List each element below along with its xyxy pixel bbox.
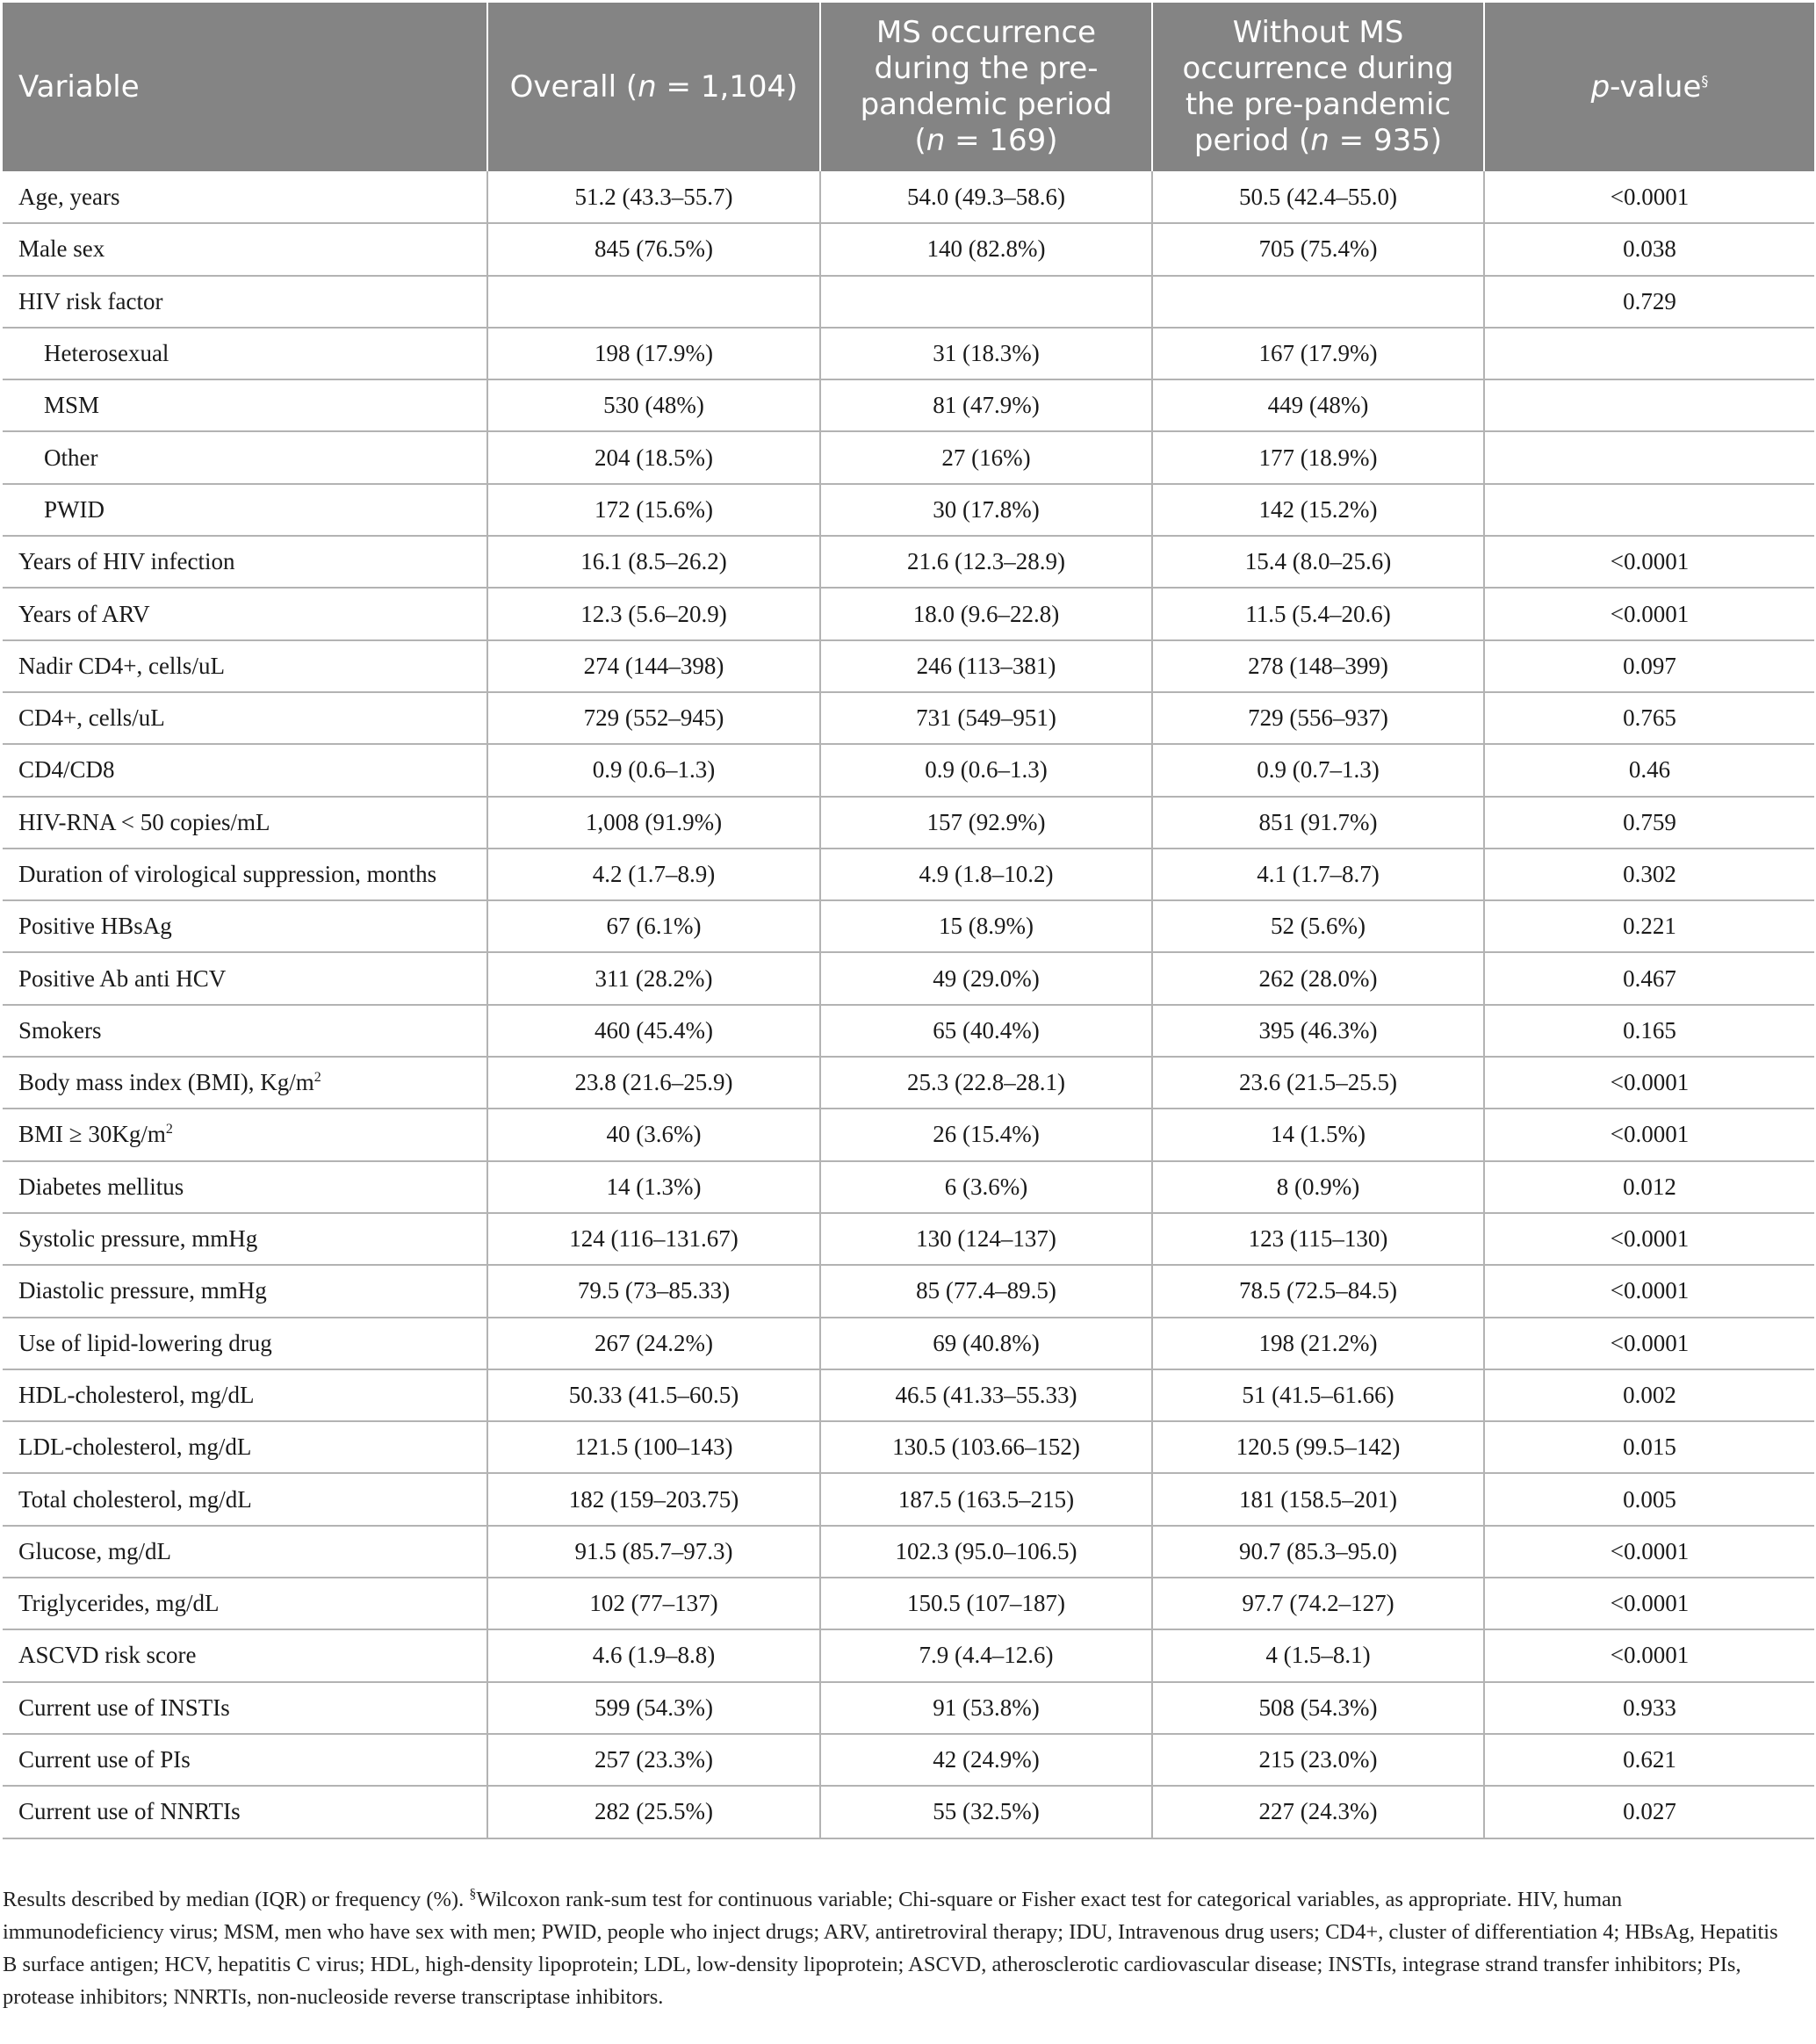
table-row — [3, 1369, 1814, 1421]
cell-overall: 282 (25.5%) — [487, 1786, 820, 1838]
cell-p-value: 0.165 — [1484, 1005, 1814, 1057]
cell-variable: Glucose, mg/dL — [3, 1526, 487, 1578]
cell-variable: Total cholesterol, mg/dL — [3, 1473, 487, 1525]
cell-ms-occurrence: 15 (8.9%) — [820, 900, 1152, 952]
table-row — [3, 276, 1814, 328]
cell-overall: 40 (3.6%) — [487, 1109, 820, 1160]
cell-variable: Other — [3, 431, 487, 483]
cell-variable: CD4+, cells/uL — [3, 692, 487, 744]
cell-variable: HIV-RNA < 50 copies/mL — [3, 797, 487, 849]
table-row — [3, 640, 1814, 692]
cell-p-value: <0.0001 — [1484, 1578, 1814, 1629]
cell-ms-occurrence: 69 (40.8%) — [820, 1318, 1152, 1369]
cell-p-value: 0.015 — [1484, 1421, 1814, 1473]
cell-p-value: <0.0001 — [1484, 171, 1814, 223]
cell-without-ms: 0.9 (0.7–1.3) — [1152, 744, 1484, 796]
cell-overall: 460 (45.4%) — [487, 1005, 820, 1057]
cell-p-value: 0.221 — [1484, 900, 1814, 952]
cell-p-value: 0.012 — [1484, 1161, 1814, 1213]
cell-variable: Years of ARV — [3, 588, 487, 639]
cell-without-ms: 177 (18.9%) — [1152, 431, 1484, 483]
cell-variable: Heterosexual — [3, 328, 487, 379]
cell-without-ms: 167 (17.9%) — [1152, 328, 1484, 379]
table-row — [3, 1473, 1814, 1525]
cell-overall: 530 (48%) — [487, 379, 820, 431]
cell-p-value: 0.933 — [1484, 1682, 1814, 1734]
cell-ms-occurrence: 246 (113–381) — [820, 640, 1152, 692]
cell-p-value: 0.027 — [1484, 1786, 1814, 1838]
cell-without-ms: 142 (15.2%) — [1152, 484, 1484, 536]
cell-overall: 599 (54.3%) — [487, 1682, 820, 1734]
cell-without-ms: 215 (23.0%) — [1152, 1734, 1484, 1786]
cell-overall: 267 (24.2%) — [487, 1318, 820, 1369]
cell-p-value: 0.46 — [1484, 744, 1814, 796]
table-row — [3, 692, 1814, 744]
cell-variable: Current use of PIs — [3, 1734, 487, 1786]
cell-variable: Positive Ab anti HCV — [3, 952, 487, 1004]
cell-p-value: 0.729 — [1484, 276, 1814, 328]
cell-variable: ASCVD risk score — [3, 1629, 487, 1681]
table-footnote: Results described by median (IQR) or frequency (%). §Wilcoxon rank-sum test for continuous variable; Chi-square or Fisher exact test for categorical variables, as appropriate. HIV, human immunodeficiency virus; MSM, men who have sex with men; PWID, people who inject drugs; ARV, antiretroviral therapy; IDU, Intravenous drug users; CD4+, cluster of differentiation 4; HBsAg, Hepatitis B surface antigen; HCV, hepatitis C virus; HDL, high-density lipoprotein; LDL, low-density lipoprotein; ASCVD, atherosclerotic cardiovascular disease; INSTIs, integrase strand transfer inhibitors; PIs, protease inhibitors; NNRTIs, non-nucleoside reverse transcriptase inhibitors. — [3, 1886, 1778, 2009]
cell-ms-occurrence: 130.5 (103.66–152) — [820, 1421, 1152, 1473]
cell-ms-occurrence: 55 (32.5%) — [820, 1786, 1152, 1838]
table-header — [3, 3, 1814, 171]
header-variable: Variable — [3, 3, 487, 171]
cell-overall — [487, 276, 820, 328]
cell-overall: 124 (116–131.67) — [487, 1213, 820, 1265]
cell-without-ms: 14 (1.5%) — [1152, 1109, 1484, 1160]
cell-variable: Diabetes mellitus — [3, 1161, 487, 1213]
table-row — [3, 484, 1814, 536]
table-row — [3, 1786, 1814, 1838]
cell-p-value: 0.765 — [1484, 692, 1814, 744]
cell-p-value: <0.0001 — [1484, 1057, 1814, 1109]
cell-ms-occurrence: 140 (82.8%) — [820, 223, 1152, 275]
table-row — [3, 1734, 1814, 1786]
table-row — [3, 744, 1814, 796]
cell-without-ms: 227 (24.3%) — [1152, 1786, 1484, 1838]
cell-p-value — [1484, 484, 1814, 536]
cell-overall: 91.5 (85.7–97.3) — [487, 1526, 820, 1578]
header-ms-occurrence: MS occurrence during the pre- pandemic period (n = 169) — [820, 3, 1152, 171]
cell-ms-occurrence: 150.5 (107–187) — [820, 1578, 1152, 1629]
cell-ms-occurrence: 46.5 (41.33–55.33) — [820, 1369, 1152, 1421]
cell-without-ms: 23.6 (21.5–25.5) — [1152, 1057, 1484, 1109]
cell-ms-occurrence: 731 (549–951) — [820, 692, 1152, 744]
table-row — [3, 952, 1814, 1004]
cell-p-value: <0.0001 — [1484, 536, 1814, 588]
cell-variable: BMI ≥ $30Kg/m^2$ — [3, 1109, 487, 1160]
cell-without-ms — [1152, 276, 1484, 328]
table-row — [3, 1421, 1814, 1473]
cell-overall: 4.2 (1.7–8.9) — [487, 849, 820, 900]
cell-overall: 257 (23.3%) — [487, 1734, 820, 1786]
cell-without-ms: 123 (115–130) — [1152, 1213, 1484, 1265]
cell-ms-occurrence: 30 (17.8%) — [820, 484, 1152, 536]
table-row — [3, 849, 1814, 900]
cell-ms-occurrence: 102.3 (95.0–106.5) — [820, 1526, 1152, 1578]
cell-overall: 12.3 (5.6–20.9) — [487, 588, 820, 639]
table-row — [3, 431, 1814, 483]
table-row — [3, 588, 1814, 639]
table-row — [3, 171, 1814, 223]
cell-overall: 0.9 (0.6–1.3) — [487, 744, 820, 796]
cell-ms-occurrence: 157 (92.9%) — [820, 797, 1152, 849]
cell-variable: PWID — [3, 484, 487, 536]
cell-p-value — [1484, 431, 1814, 483]
cell-variable: CD4/CD8 — [3, 744, 487, 796]
table-row — [3, 900, 1814, 952]
cell-without-ms: 15.4 (8.0–25.6) — [1152, 536, 1484, 588]
cell-overall: 198 (17.9%) — [487, 328, 820, 379]
cell-p-value: 0.467 — [1484, 952, 1814, 1004]
cell-overall: 729 (552–945) — [487, 692, 820, 744]
cell-overall: 172 (15.6%) — [487, 484, 820, 536]
cell-ms-occurrence: 91 (53.8%) — [820, 1682, 1152, 1734]
table-row — [3, 1161, 1814, 1213]
cell-p-value: 0.302 — [1484, 849, 1814, 900]
cell-p-value: <0.0001 — [1484, 1109, 1814, 1160]
cell-p-value: 0.005 — [1484, 1473, 1814, 1525]
table-row — [3, 1005, 1814, 1057]
cell-p-value: 0.038 — [1484, 223, 1814, 275]
cell-p-value — [1484, 379, 1814, 431]
cell-variable: Body mass index (BMI), $Kg/m^2$ — [3, 1057, 487, 1109]
cell-variable: Diastolic pressure, mmHg — [3, 1265, 487, 1317]
cell-overall: 102 (77–137) — [487, 1578, 820, 1629]
cell-variable: Male sex — [3, 223, 487, 275]
table-row — [3, 1526, 1814, 1578]
cell-without-ms: 4.1 (1.7–8.7) — [1152, 849, 1484, 900]
cell-variable: Age, years — [3, 171, 487, 223]
cell-ms-occurrence: 18.0 (9.6–22.8) — [820, 588, 1152, 639]
table-row — [3, 1057, 1814, 1109]
cell-ms-occurrence: 25.3 (22.8–28.1) — [820, 1057, 1152, 1109]
cell-overall: 204 (18.5%) — [487, 431, 820, 483]
cell-without-ms: 198 (21.2%) — [1152, 1318, 1484, 1369]
table-row — [3, 1265, 1814, 1317]
cell-variable: Triglycerides, mg/dL — [3, 1578, 487, 1629]
table-row — [3, 1578, 1814, 1629]
cell-ms-occurrence: 6 (3.6%) — [820, 1161, 1152, 1213]
cell-ms-occurrence: 81 (47.9%) — [820, 379, 1152, 431]
cell-p-value: <0.0001 — [1484, 1629, 1814, 1681]
header-row — [3, 3, 1814, 171]
cell-without-ms: 78.5 (72.5–84.5) — [1152, 1265, 1484, 1317]
cell-variable: HIV risk factor — [3, 276, 487, 328]
cell-overall: 845 (76.5%) — [487, 223, 820, 275]
characteristics-table — [3, 3, 1814, 1839]
cell-without-ms: 395 (46.3%) — [1152, 1005, 1484, 1057]
cell-variable: Years of HIV infection — [3, 536, 487, 588]
table-row — [3, 1318, 1814, 1369]
cell-overall: 1,008 (91.9%) — [487, 797, 820, 849]
cell-ms-occurrence: 65 (40.4%) — [820, 1005, 1152, 1057]
cell-p-value: <0.0001 — [1484, 1526, 1814, 1578]
cell-overall: 4.6 (1.9–8.8) — [487, 1629, 820, 1681]
cell-variable: LDL-cholesterol, mg/dL — [3, 1421, 487, 1473]
header-overall: Overall (n = 1,104) — [487, 3, 820, 171]
cell-variable: Nadir CD4+, cells/uL — [3, 640, 487, 692]
table-row — [3, 1109, 1814, 1160]
cell-ms-occurrence: 7.9 (4.4–12.6) — [820, 1629, 1152, 1681]
cell-without-ms: 11.5 (5.4–20.6) — [1152, 588, 1484, 639]
table-row — [3, 223, 1814, 275]
table-row — [3, 1629, 1814, 1681]
table-row — [3, 328, 1814, 379]
cell-ms-occurrence: 4.9 (1.8–10.2) — [820, 849, 1152, 900]
cell-ms-occurrence: 0.9 (0.6–1.3) — [820, 744, 1152, 796]
cell-overall: 79.5 (73–85.33) — [487, 1265, 820, 1317]
cell-without-ms: 705 (75.4%) — [1152, 223, 1484, 275]
cell-without-ms: 4 (1.5–8.1) — [1152, 1629, 1484, 1681]
cell-without-ms: 449 (48%) — [1152, 379, 1484, 431]
cell-without-ms: 51 (41.5–61.66) — [1152, 1369, 1484, 1421]
table-row — [3, 1682, 1814, 1734]
cell-without-ms: 508 (54.3%) — [1152, 1682, 1484, 1734]
cell-without-ms: 97.7 (74.2–127) — [1152, 1578, 1484, 1629]
table-body — [3, 171, 1814, 1838]
cell-p-value: <0.0001 — [1484, 1213, 1814, 1265]
table-container — [3, 3, 1814, 1839]
cell-overall: 51.2 (43.3–55.7) — [487, 171, 820, 223]
cell-p-value: <0.0001 — [1484, 588, 1814, 639]
cell-variable: Smokers — [3, 1005, 487, 1057]
table-row — [3, 536, 1814, 588]
cell-variable: Duration of virological suppression, months — [3, 849, 487, 900]
header-p-value: p-value§ — [1484, 3, 1814, 171]
cell-overall: 67 (6.1%) — [487, 900, 820, 952]
cell-without-ms: 729 (556–937) — [1152, 692, 1484, 744]
cell-p-value: 0.621 — [1484, 1734, 1814, 1786]
cell-variable: Current use of NNRTIs — [3, 1786, 487, 1838]
cell-p-value — [1484, 328, 1814, 379]
cell-without-ms: 181 (158.5–201) — [1152, 1473, 1484, 1525]
cell-overall: 16.1 (8.5–26.2) — [487, 536, 820, 588]
header-without-ms: Without MS occurrence during the pre-pandemic period (n = 935) — [1152, 3, 1484, 171]
cell-overall: 121.5 (100–143) — [487, 1421, 820, 1473]
cell-ms-occurrence: 26 (15.4%) — [820, 1109, 1152, 1160]
cell-variable: HDL-cholesterol, mg/dL — [3, 1369, 487, 1421]
table-row — [3, 797, 1814, 849]
cell-without-ms: 90.7 (85.3–95.0) — [1152, 1526, 1484, 1578]
cell-ms-occurrence: 85 (77.4–89.5) — [820, 1265, 1152, 1317]
cell-p-value: 0.002 — [1484, 1369, 1814, 1421]
cell-ms-occurrence: 27 (16%) — [820, 431, 1152, 483]
cell-without-ms: 120.5 (99.5–142) — [1152, 1421, 1484, 1473]
cell-p-value: 0.759 — [1484, 797, 1814, 849]
cell-ms-occurrence: 31 (18.3%) — [820, 328, 1152, 379]
cell-ms-occurrence: 54.0 (49.3–58.6) — [820, 171, 1152, 223]
table-row — [3, 379, 1814, 431]
cell-variable: Systolic pressure, mmHg — [3, 1213, 487, 1265]
cell-variable: Use of lipid-lowering drug — [3, 1318, 487, 1369]
cell-p-value: <0.0001 — [1484, 1318, 1814, 1369]
cell-overall: 182 (159–203.75) — [487, 1473, 820, 1525]
cell-p-value: <0.0001 — [1484, 1265, 1814, 1317]
cell-ms-occurrence: 42 (24.9%) — [820, 1734, 1152, 1786]
cell-variable: Positive HBsAg — [3, 900, 487, 952]
cell-ms-occurrence: 130 (124–137) — [820, 1213, 1152, 1265]
cell-without-ms: 278 (148–399) — [1152, 640, 1484, 692]
cell-overall: 311 (28.2%) — [487, 952, 820, 1004]
cell-without-ms: 262 (28.0%) — [1152, 952, 1484, 1004]
table-row — [3, 1213, 1814, 1265]
cell-overall: 14 (1.3%) — [487, 1161, 820, 1213]
cell-p-value: 0.097 — [1484, 640, 1814, 692]
cell-without-ms: 851 (91.7%) — [1152, 797, 1484, 849]
cell-variable: MSM — [3, 379, 487, 431]
cell-overall: 50.33 (41.5–60.5) — [487, 1369, 820, 1421]
cell-without-ms: 8 (0.9%) — [1152, 1161, 1484, 1213]
cell-overall: 23.8 (21.6–25.9) — [487, 1057, 820, 1109]
cell-ms-occurrence: 49 (29.0%) — [820, 952, 1152, 1004]
cell-overall: 274 (144–398) — [487, 640, 820, 692]
cell-ms-occurrence: 187.5 (163.5–215) — [820, 1473, 1152, 1525]
cell-ms-occurrence: 21.6 (12.3–28.9) — [820, 536, 1152, 588]
cell-ms-occurrence — [820, 276, 1152, 328]
cell-without-ms: 52 (5.6%) — [1152, 900, 1484, 952]
cell-variable: Current use of INSTIs — [3, 1682, 487, 1734]
cell-without-ms: 50.5 (42.4–55.0) — [1152, 171, 1484, 223]
